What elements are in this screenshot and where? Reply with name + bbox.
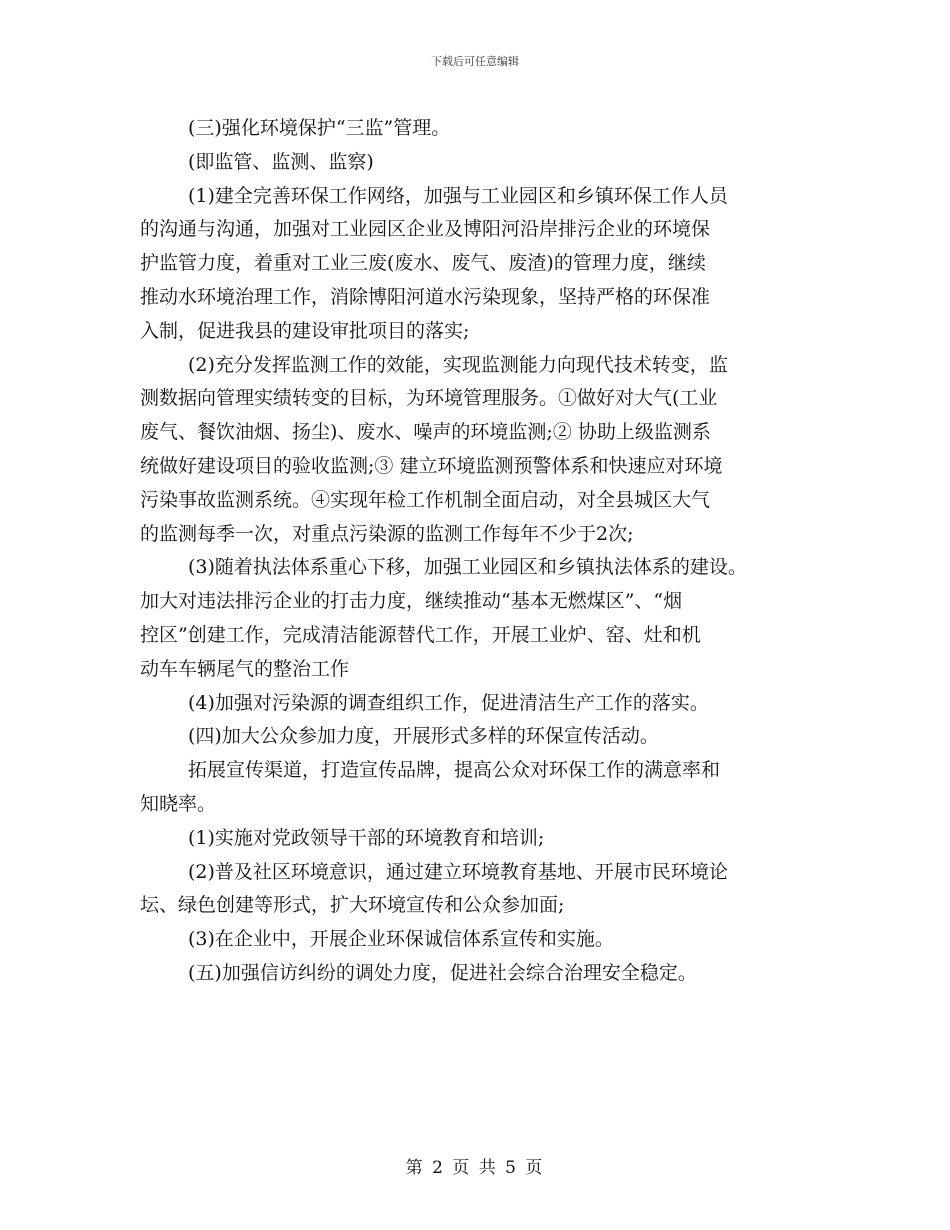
- document-body: [140, 112, 820, 991]
- text-line: 的沟通与沟通，加强对工业园区企业及博阳河沿岸排污企业的环境保: [140, 218, 711, 241]
- paragraph: [140, 754, 820, 822]
- paragraph: [140, 923, 820, 957]
- text-line: (3)在企业中，开展企业环保诚信体系宣传和实施。: [188, 928, 614, 951]
- text-line: 推动水环境治理工作，消除博阳河道水污染现象，坚持严格的环保准: [140, 285, 711, 308]
- text-line: 坛、绿色创建等形式，扩大环境宣传和公众参加面;: [140, 894, 565, 917]
- text-line: (2)普及社区环境意识，通过建立环境教育基地、开展市民环境论: [188, 860, 728, 883]
- paragraph: [140, 349, 820, 552]
- text-line: (1)建全完善环保工作网络，加强与工业园区和乡镇环保工作人员: [188, 184, 728, 207]
- paragraph: [140, 720, 820, 754]
- paragraph: [140, 551, 820, 686]
- text-line: (三)强化环境保护“三监”管理。: [188, 117, 451, 139]
- text-line: 加大对违法排污企业的打击力度，继续推动“基本无燃煤区”、“烟: [140, 590, 683, 613]
- text-line: 控区”创建工作，完成清洁能源替代工作，开展工业炉、窑、灶和机: [140, 623, 701, 646]
- paragraph: [140, 180, 820, 349]
- paragraph: [140, 112, 820, 146]
- text-line: (五)加强信访纠纷的调处力度，促进社会综合治理安全稳定。: [188, 961, 697, 984]
- paragraph: [140, 957, 820, 991]
- paragraph: [140, 146, 820, 180]
- text-line: 测数据向管理实绩转变的目标，为环境管理服务。①做好对大气(工业: [140, 387, 718, 410]
- text-line: 拓展宣传渠道，打造宣传品牌，提高公众对环保工作的满意率和: [188, 759, 721, 782]
- paragraph: [140, 687, 820, 721]
- text-line: 的监测每季一次，对重点污染源的监测工作每年不少于2次;: [140, 522, 634, 545]
- text-line: (四)加大公众参加力度，开展形式多样的环保宣传活动。: [188, 725, 659, 748]
- text-line: (2)充分发挥监测工作的效能，实现监测能力向现代技术转变，监: [188, 353, 728, 376]
- text-line: 废气、餐饮油烟、扬尘)、废水、噪声的环境监测;② 协助上级监测系: [140, 421, 711, 444]
- page-header: 下载后可任意编辑: [431, 55, 519, 68]
- text-line: (即监管、监测、监察): [188, 150, 374, 173]
- text-line: 知晓率。: [140, 792, 217, 815]
- page-footer: 第 2 页 共 5 页: [405, 1158, 545, 1178]
- paragraph: [140, 822, 820, 856]
- text-line: (1)实施对党政领导干部的环境教育和培训;: [188, 826, 545, 849]
- text-line: (4)加强对污染源的调查组织工作，促进清洁生产工作的落实。: [188, 691, 709, 714]
- text-line: 入制，促进我县的建设审批项目的落实;: [140, 319, 470, 342]
- text-line: 统做好建设项目的验收监测;③ 建立环境监测预警体系和快速应对环境: [140, 454, 723, 477]
- text-line: 污染事故监测系统。④实现年检工作机制全面启动，对全县城区大气: [140, 488, 711, 511]
- paragraph: [140, 856, 820, 924]
- text-line: 动车车辆尾气的整治工作: [140, 657, 350, 680]
- text-line: 护监管力度，着重对工业三废(废水、废气、废渣)的管理力度，继续: [140, 252, 706, 275]
- text-line: (3)随着执法体系重心下移，加强工业园区和乡镇执法体系的建设。: [188, 556, 747, 579]
